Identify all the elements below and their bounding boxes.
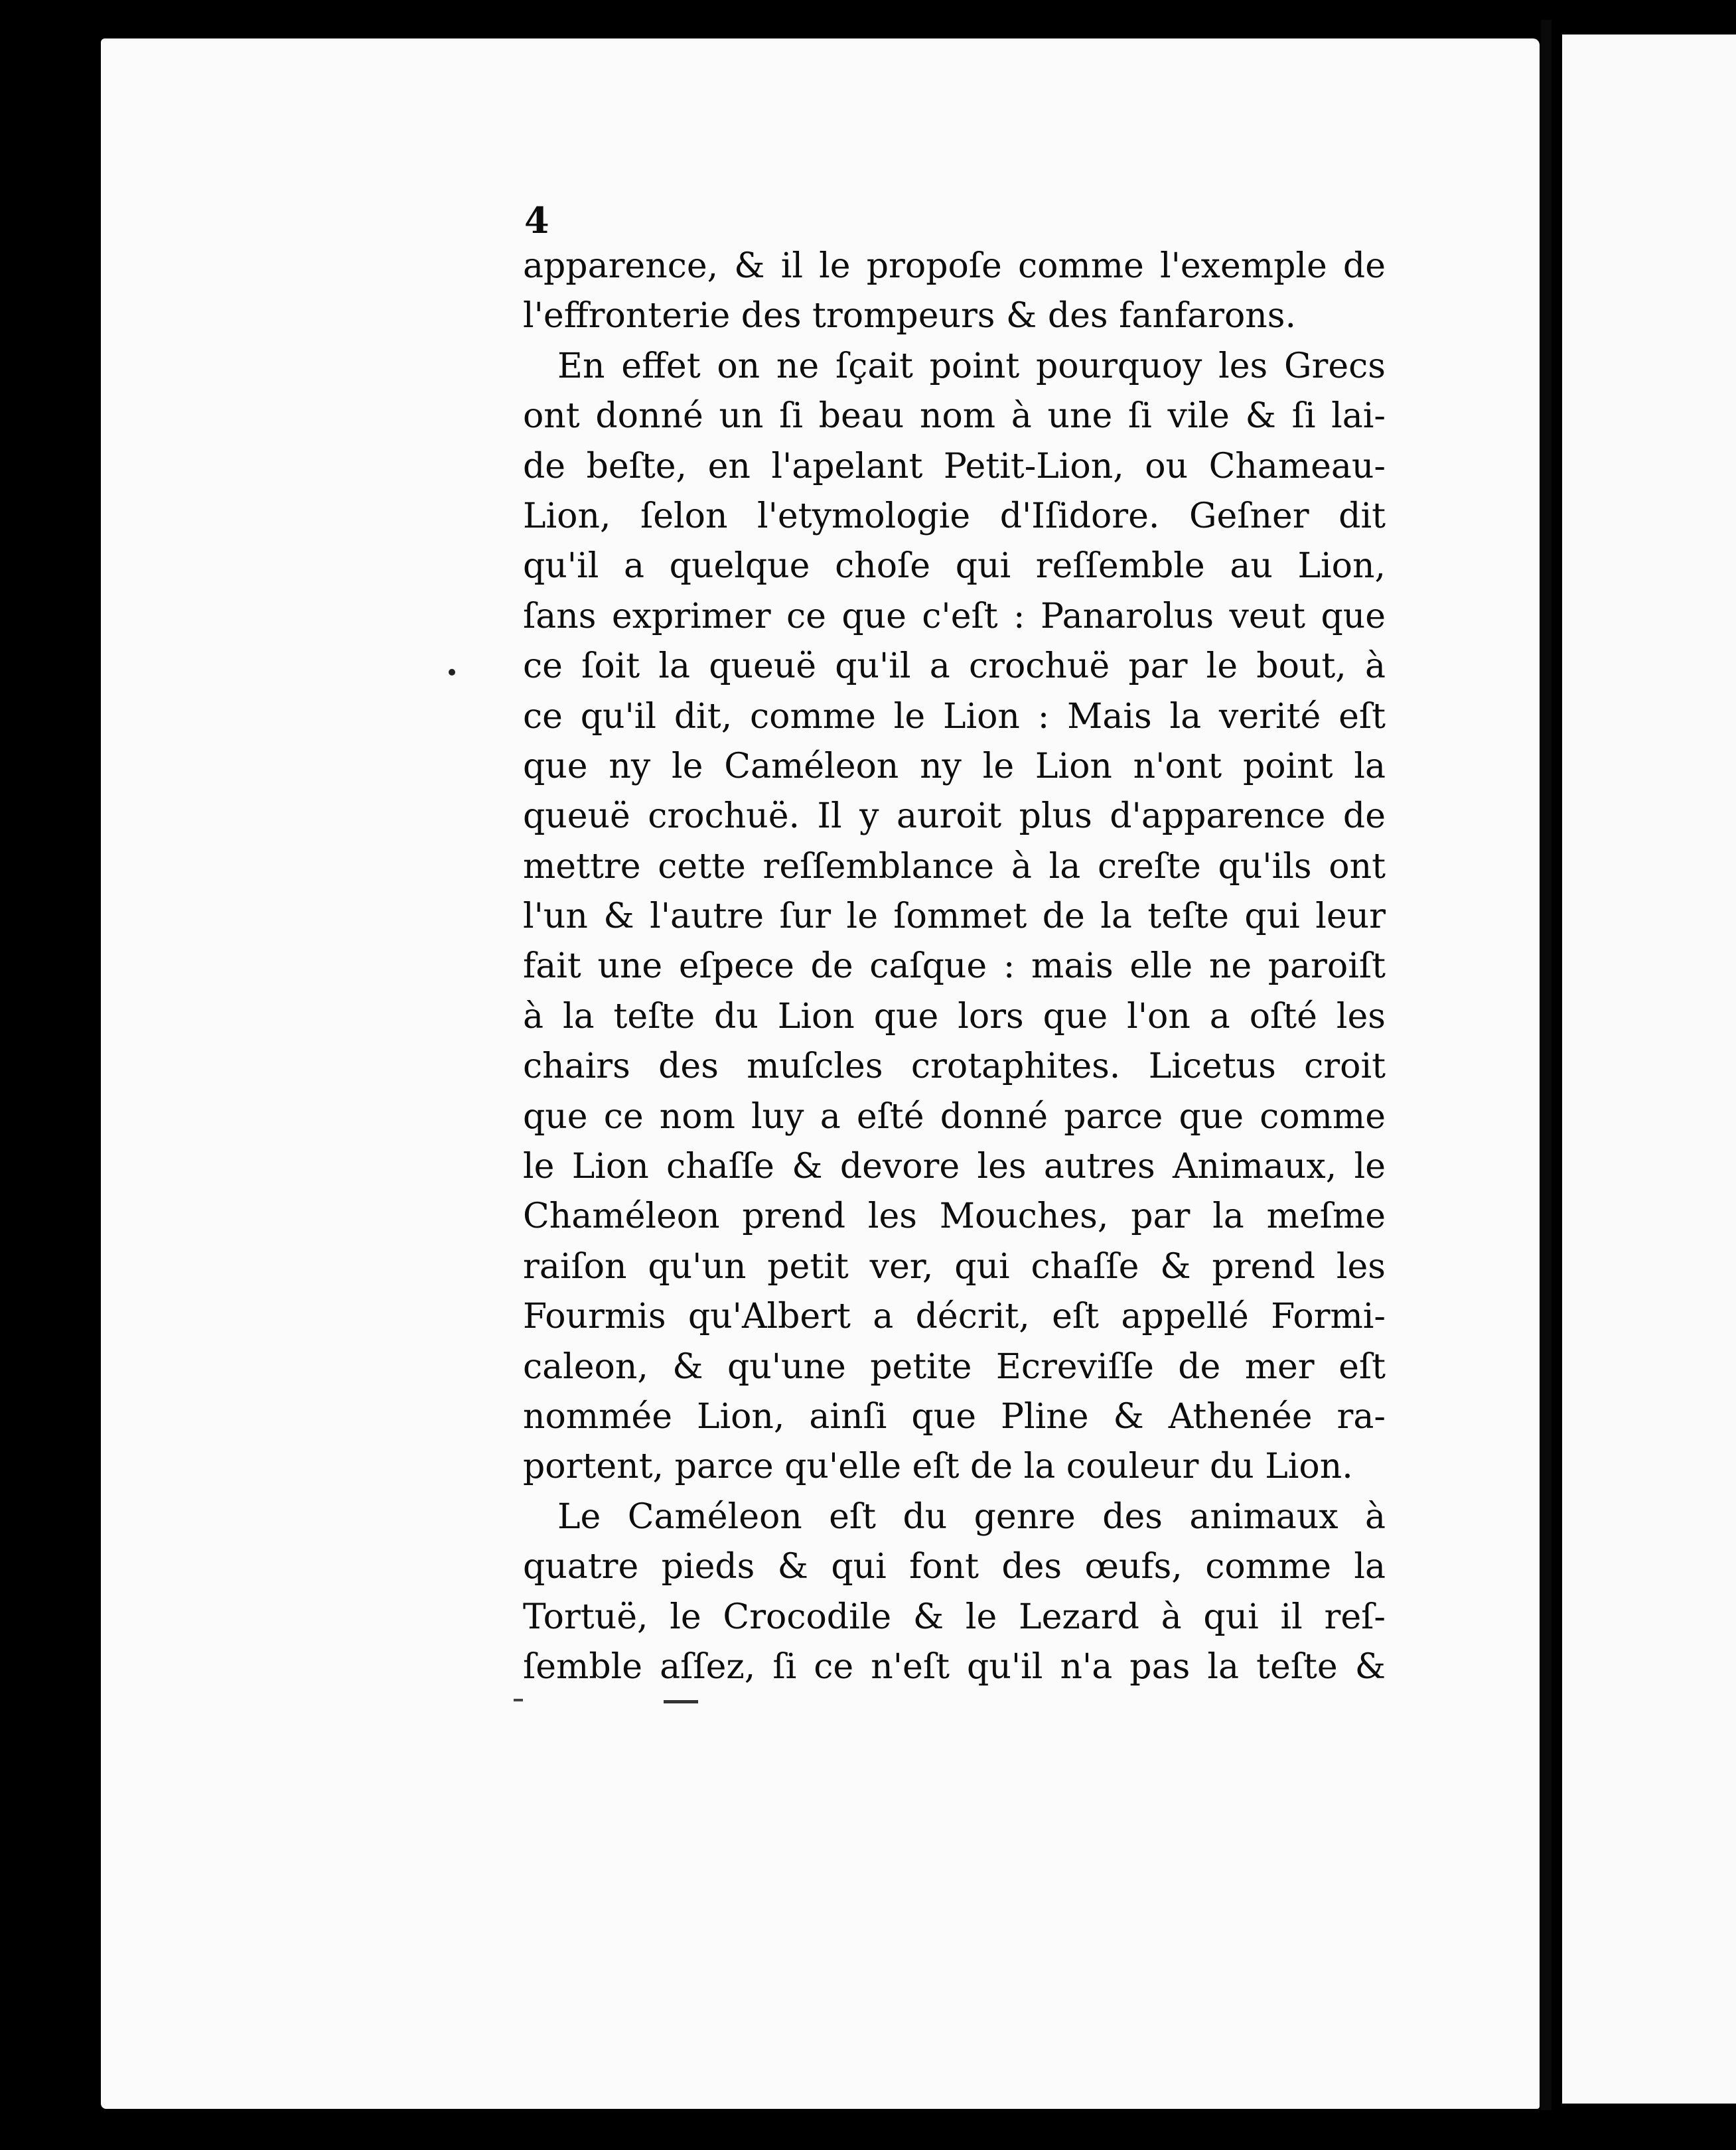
text-line: Lion, ſelon l'etymologie d'Iſidore. Geſner dit <box>523 496 1386 536</box>
text-line: que ny le Caméleon ny le Lion n'ont point la <box>523 746 1386 786</box>
text-line: l'effronterie des trompeurs & des fanfarons. <box>523 296 1296 336</box>
text-line: qu'il a quelque choſe qui reſſemble au Lion, <box>523 546 1386 587</box>
text-line: ſans exprimer ce que c'eſt : Panarolus veut que <box>523 596 1386 636</box>
text-line: raiſon qu'un petit ver, qui chaſſe & prend les <box>523 1246 1386 1287</box>
text-line: Fourmis qu'Albert a décrit, eſt appellé Formi- <box>523 1297 1386 1337</box>
text-line: Chaméleon prend les Mouches, par la meſme <box>523 1196 1386 1237</box>
text-line: le Lion chaſſe & devore les autres Animaux, le <box>523 1147 1386 1187</box>
facing-page-edge <box>1562 35 1736 2104</box>
text-line: mettre cette reſſemblance à la creſte qu'ils ont <box>523 846 1386 887</box>
text-line: fait une eſpece de caſque : mais elle ne paroiſt <box>523 946 1386 987</box>
text-line: Tortuë, le Crocodile & le Lezard à qui il reſ- <box>523 1597 1386 1637</box>
text-line: de beſte, en l'apelant Petit-Lion, ou Chameau- <box>523 446 1386 486</box>
page-text <box>523 199 1386 1692</box>
text-line: apparence, & il le propoſe comme l'exemple de <box>523 246 1386 286</box>
text-line: ont donné un ſi beau nom à une ſi vile & ſi lai- <box>523 396 1386 437</box>
text-line: caleon, & qu'une petite Ecreviſſe de mer eſt <box>523 1346 1386 1387</box>
text-line: ce qu'il dit, comme le Lion : Mais la verité eſt <box>523 696 1386 737</box>
book-gutter <box>1541 20 1552 2110</box>
text-line: ce ſoit la queuë qu'il a crochuë par le bout, à <box>523 646 1386 687</box>
text-line: En effet on ne ſçait point pourquoy les Grecs <box>557 346 1386 386</box>
ink-mark <box>514 1699 523 1701</box>
text-line: à la teſte du Lion que lors que l'on a oſté les <box>523 996 1386 1037</box>
text-line: portent, parce qu'elle eſt de la couleur du Lion. <box>523 1447 1353 1487</box>
text-line: que ce nom luy a eſté donné parce que comme <box>523 1096 1386 1137</box>
text-line: ſemble aſſez, ſi ce n'eſt qu'il n'a pas la teſte & <box>523 1646 1386 1687</box>
text-line: l'un & l'autre ſur le ſommet de la teſte qui leur <box>523 896 1386 937</box>
ink-speck <box>449 669 455 676</box>
text-line: nommée Lion, ainſi que Pline & Athenée ra- <box>523 1396 1386 1437</box>
text-line: queuë crochuë. Il y auroit plus d'apparence de <box>523 796 1386 837</box>
text-line: Le Caméleon eſt du genre des animaux à <box>557 1496 1386 1537</box>
text-line: chairs des muſcles crotaphites. Licetus croit <box>523 1046 1386 1087</box>
text-line: quatre pieds & qui font des œufs, comme la <box>523 1547 1386 1587</box>
ink-mark <box>664 1700 698 1703</box>
page-number: 4 <box>524 199 549 242</box>
